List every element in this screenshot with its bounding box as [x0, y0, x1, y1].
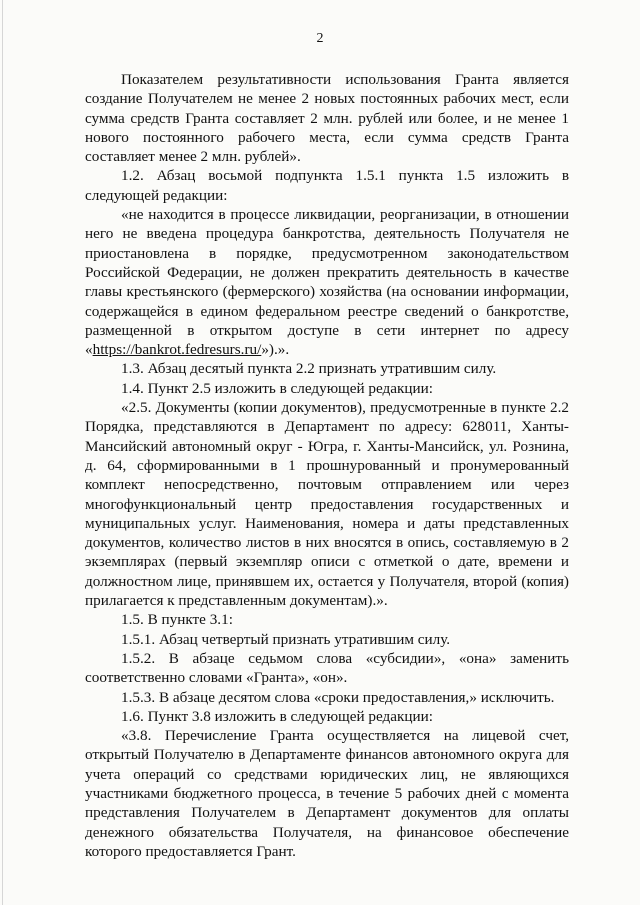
paragraph-quote-2-5: «2.5. Документы (копии документов), предусмотренные в пункте 2.2 Порядка, представляются в Департамент по адресу: 628011, Ханты-Мансийский автономный округ - Югра, г. Ханты-Мансийск, ул. Рознина, д. 64, сформированными в 1 прошнурованный и пронумерованный комплект непосредственно, почтовым отправлением или через многофункциональный центр предоставления государственных и муниципальных услуг. Наименования, номера и даты представленных документов, количество листов в них вносятся в опись, составляемую в 2 экземплярах (первый экземпляр описи с отметкой о дате, времени и должностном лице, принявшем их, остается у Получателя, второй (копия) прилагается к представленным документам).». [85, 399, 569, 610]
paragraph-1-2: 1.2. Абзац восьмой подпункта 1.5.1 пункта 1.5 изложить в следующей редакции: [85, 167, 569, 204]
paragraph-1-5-3: 1.5.3. В абзаце десятом слова «сроки предоставления,» исключить. [121, 688, 555, 706]
page-edge [2, 0, 3, 905]
document-body [85, 70, 569, 861]
paragraph-performance-indicator: Показателем результативности использования Гранта является создание Получателем не менее 2 новых постоянных рабочих мест, если сумма средств Гранта составляет 2 млн. рублей или более, и не менее 1 нового постоянного рабочего места, если сумма средств Гранта составляет менее 2 млн. рублей». [85, 71, 569, 166]
paragraph-1-3: 1.3. Абзац десятый пункта 2.2 признать утратившим силу. [121, 360, 497, 378]
paragraph-1-5-1: 1.5.1. Абзац четвертый признать утратившим силу. [121, 630, 451, 648]
bankruptcy-text: «не находится в процессе ликвидации, реорганизации, в отношении него не введена процедура банкротства, деятельность Получателя не приостановлена в порядке, предусмотренном законодательством Российской Федерации, не должен прекратить деятельность в качестве главы крестьянского (фермерского) хозяйства (на основании информации, содержащейся в едином федеральном реестре сведений о банкротстве, размещенной в открытом доступе в сети интернет по адресу « [85, 206, 569, 359]
page-number: 2 [316, 31, 324, 46]
fedresurs-link[interactable]: https://bankrot.fedresurs.ru/ [92, 341, 262, 359]
paragraph-quote-bankruptcy [85, 205, 569, 359]
paragraph-1-6: 1.6. Пункт 3.8 изложить в следующей редакции: [121, 707, 434, 725]
paragraph-1-5-2: 1.5.2. В абзаце седьмом слова «субсидии», «она» заменить соответственно словами «Гранта», «он». [85, 649, 569, 687]
paragraph-quote-3-8: «3.8. Перечисление Гранта осуществляется на лицевой счет, открытый Получателю в Департаменте финансов автономного округа для учета операций со средствами юридических лиц, не являющихся участниками бюджетного процесса, в течение 5 рабочих дней с момента представления Получателем в Департамент документов для оплаты денежного обязательства Получателя, на финансовое обеспечение которого предоставляется Грант. [85, 727, 569, 860]
paragraph-1-4: 1.4. Пункт 2.5 изложить в следующей редакции: [121, 379, 434, 397]
bankruptcy-tail: »).». [261, 341, 290, 359]
paragraph-1-5: 1.5. В пункте 3.1: [121, 611, 233, 629]
